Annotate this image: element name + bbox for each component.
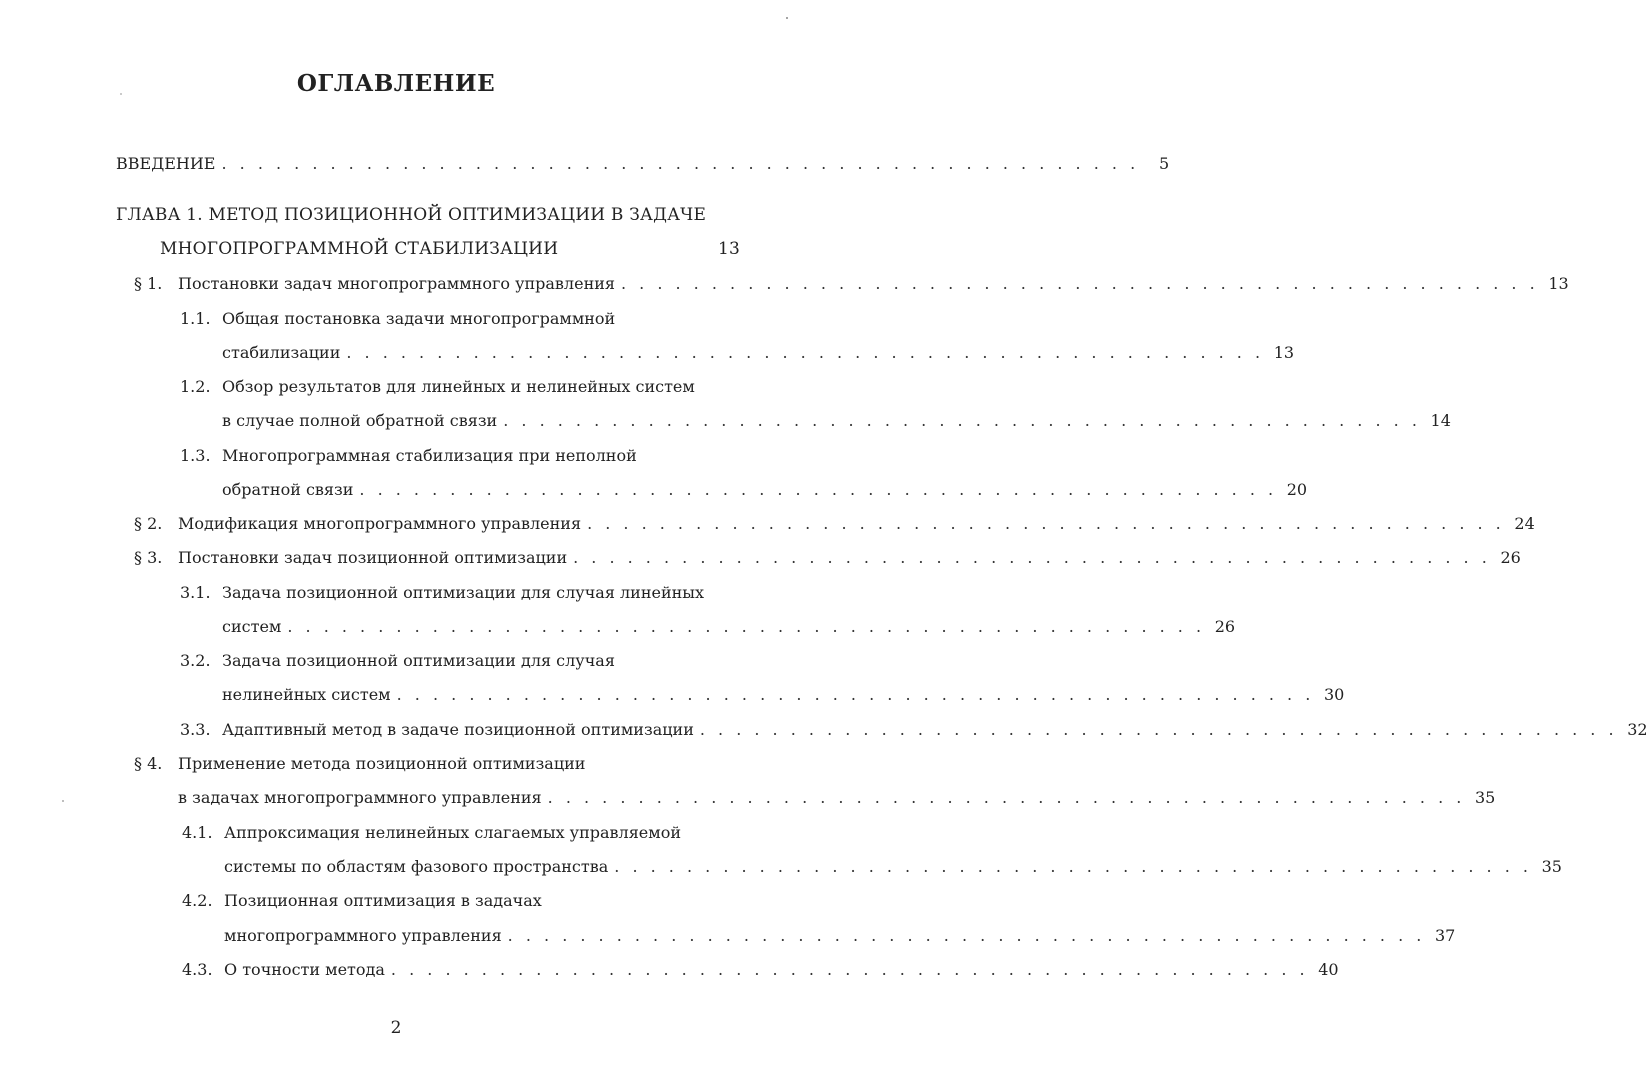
toc-page-number: 14 xyxy=(1430,411,1451,430)
dot-leader: . . . . . . . . . . . . . . . . . . . . . . . . . . . . . . . . . . . . . . . . . . . . . . . . . . . xyxy=(699,720,1618,739)
toc-page-number: 32 xyxy=(1627,720,1648,739)
toc-entry-intro[interactable] xyxy=(116,154,1170,174)
toc-entry-4-2[interactable] xyxy=(182,891,740,911)
toc-entry-text: в задачах многопрограммного управления xyxy=(178,788,542,807)
toc-entry-3-2[interactable] xyxy=(180,651,740,671)
dot-leader: . . . . . . . . . . . . . . . . . . . . . . . . . . . . . . . . . . . . . . . . . . . . . . . . . . . xyxy=(507,926,1426,945)
toc-entry-1-3-cont[interactable] xyxy=(222,480,1308,500)
toc-entry-3-3[interactable] xyxy=(180,720,1648,740)
dot-leader: . . . . . . . . . . . . . . . . . . . . . . . . . . . . . . . . . . . . . . . . . . . . . . . . . . . xyxy=(221,154,1140,173)
toc-entry-text: нелинейных систем xyxy=(222,685,391,704)
toc-entry-text: Постановки задач позиционной оптимизации xyxy=(178,548,568,567)
toc-entry-text: МНОГОПРОГРАММНОЙ СТАБИЛИЗАЦИИ xyxy=(160,239,559,259)
section-number: § 2. xyxy=(134,514,163,533)
toc-entry-text: Общая постановка задачи многопрограммной xyxy=(222,309,616,328)
toc-entry-text: многопрограммного управления xyxy=(224,926,502,945)
toc-page-number: 13 xyxy=(1548,274,1569,293)
toc-entry-1-2[interactable] xyxy=(180,377,740,397)
toc-entry-1-1-cont[interactable] xyxy=(222,343,1295,363)
toc-entry-3-2-cont[interactable] xyxy=(222,685,1345,705)
dot-leader: . . . . . . . . . . . . . . . . . . . . . . . . . . . . . . . . . . . . . . . . . . . . . . . . . . . xyxy=(390,960,1309,979)
toc-entry-text: Задача позиционной оптимизации для случая линейных xyxy=(222,583,705,602)
toc-entry-text: Модификация многопрограммного управления xyxy=(178,514,582,533)
toc-entry-3-1[interactable] xyxy=(180,583,740,603)
toc-entry-text: Обзор результатов для линейных и нелинейных систем xyxy=(222,377,695,396)
dot-leader: . . . . . . . . . . . . . . . . . . . . . . . . . . . . . . . . . . . . . . . . . . . . . . . . . . . xyxy=(573,548,1491,567)
toc-entry-1-3[interactable] xyxy=(180,446,740,466)
dot-leader: . . . . . . . . . . . . . . . . . . . . . . . . . . . . . . . . . . . . . . . . . . . . . . . . . . . xyxy=(614,857,1532,876)
toc-entry-text: ВВЕДЕНИЕ xyxy=(116,154,216,173)
toc-entry-text: Адаптивный метод в задаче позиционной оптимизации xyxy=(222,720,694,739)
toc-entry-chapter-1[interactable] xyxy=(116,205,740,225)
toc-entry-text: Позиционная оптимизация в задачах xyxy=(224,891,542,910)
section-number: § 4. xyxy=(134,754,163,773)
toc-entry-1-2-cont[interactable] xyxy=(222,411,1451,431)
dot-leader: . . . . . . . . . . . . . . . . . . . . . . . . . . . . . . . . . . . . . . . . . . . . . . . . . . . xyxy=(287,617,1206,636)
toc-entry-text: Применение метода позиционной оптимизации xyxy=(178,754,586,773)
toc-page-number: 13 xyxy=(717,239,740,259)
section-number: 1.2. xyxy=(180,377,211,396)
page-title: ОГЛАВЛЕНИЕ xyxy=(296,70,496,97)
toc-entry-chapter-1-cont[interactable] xyxy=(160,239,740,259)
page-number: 2 xyxy=(390,1018,402,1038)
toc-entry-section-2[interactable] xyxy=(134,514,1535,534)
toc-entry-text: Задача позиционной оптимизации для случая xyxy=(222,651,615,670)
toc-entry-text: Многопрограммная стабилизация при неполной xyxy=(222,446,637,465)
section-number: 3.1. xyxy=(180,583,211,602)
toc-page-number: 13 xyxy=(1273,343,1295,362)
toc-entry-3-1-cont[interactable] xyxy=(222,617,1236,637)
dot-leader: . . . . . . . . . . . . . . . . . . . . . . . . . . . . . . . . . . . . . . . . . . . . . . . . . . . xyxy=(620,274,1539,293)
section-number: 3.3. xyxy=(180,720,211,739)
dot-leader: . . . . . . . . . . . . . . . . . . . . . . . . . . . . . . . . . . . . . . . . . . . . . . . . . . . xyxy=(346,343,1265,362)
toc-entry-1-1[interactable] xyxy=(180,309,740,329)
toc-entry-text: систем xyxy=(222,617,282,636)
toc-page-number: 35 xyxy=(1474,788,1496,807)
toc-entry-section-1[interactable] xyxy=(134,274,1569,294)
toc-entry-text: ГЛАВА 1. МЕТОД ПОЗИЦИОННОЙ ОПТИМИЗАЦИИ В ЗАДАЧЕ xyxy=(116,205,707,225)
section-number: § 1. xyxy=(134,274,163,293)
section-number: 1.1. xyxy=(180,309,211,328)
dot-leader: . . . . . . . . . . . . . . . . . . . . . . . . . . . . . . . . . . . . . . . . . . . . . . . . . . . xyxy=(503,411,1421,430)
toc-page-number: 30 xyxy=(1323,685,1345,704)
toc-entry-section-3[interactable] xyxy=(134,548,1521,568)
toc-page-number: 24 xyxy=(1514,514,1535,533)
toc-entry-text: обратной связи xyxy=(222,480,354,499)
section-number: 4.1. xyxy=(182,823,213,842)
toc-page-number: 37 xyxy=(1435,926,1456,945)
toc-entry-text: в случае полной обратной связи xyxy=(222,411,498,430)
toc-entry-section-4-cont[interactable] xyxy=(178,788,1496,808)
toc-page-number: 20 xyxy=(1286,480,1308,499)
toc-entry-4-1[interactable] xyxy=(182,823,740,843)
section-number: 1.3. xyxy=(180,446,211,465)
toc-entry-4-3[interactable] xyxy=(182,960,1339,980)
toc-page-number: 40 xyxy=(1318,960,1339,979)
toc-entry-text: О точности метода xyxy=(224,960,385,979)
dot-leader: . . . . . . . . . . . . . . . . . . . . . . . . . . . . . . . . . . . . . . . . . . . . . . . . . . . xyxy=(396,685,1315,704)
toc-page-number: 35 xyxy=(1541,857,1562,876)
toc-page-number: 26 xyxy=(1500,548,1521,567)
dot-leader: . . . . . . . . . . . . . . . . . . . . . . . . . . . . . . . . . . . . . . . . . . . . . . . . . . . xyxy=(359,480,1278,499)
dot-leader: . . . . . . . . . . . . . . . . . . . . . . . . . . . . . . . . . . . . . . . . . . . . . . . . . . . xyxy=(587,514,1505,533)
dot-leader: . . . . . . . . . . . . . . . . . . . . . . . . . . . . . . . . . . . . . . . . . . . . . . . . . . . xyxy=(547,788,1466,807)
scan-speck xyxy=(62,800,64,802)
toc-page-number: 26 xyxy=(1214,617,1236,636)
toc-entry-4-1-cont[interactable] xyxy=(224,857,1562,877)
toc-page-number: 5 xyxy=(1158,154,1170,173)
section-number: 4.2. xyxy=(182,891,213,910)
section-number: 3.2. xyxy=(180,651,211,670)
toc-entry-4-2-cont[interactable] xyxy=(224,926,1456,946)
section-number: § 3. xyxy=(134,548,163,567)
toc-entry-text: Аппроксимация нелинейных слагаемых управляемой xyxy=(224,823,682,842)
toc-entry-section-4[interactable] xyxy=(134,754,740,774)
section-number: 4.3. xyxy=(182,960,213,979)
toc-entry-text: стабилизации xyxy=(222,343,341,362)
toc-entry-text: Постановки задач многопрограммного управления xyxy=(178,274,615,293)
toc-entry-text: системы по областям фазового пространства xyxy=(224,857,609,876)
scan-speck xyxy=(786,17,788,19)
